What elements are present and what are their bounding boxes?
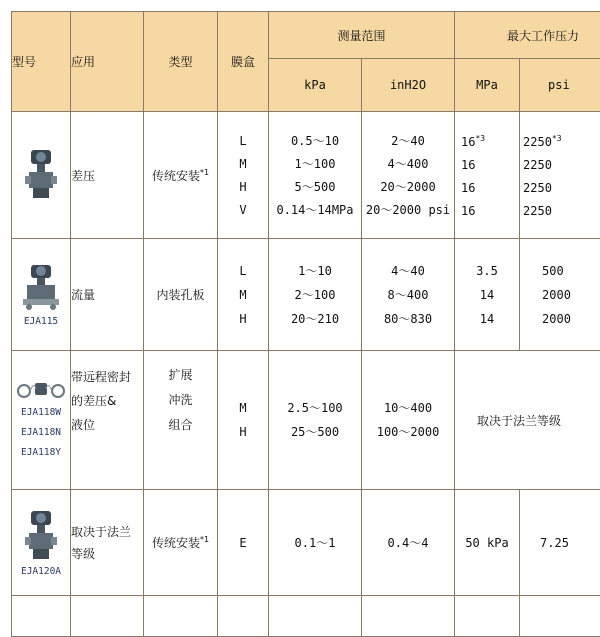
mpa-cell xyxy=(455,239,520,351)
type-cell: 内装孔板 xyxy=(144,239,218,351)
table-row xyxy=(12,112,600,239)
header-inh2o: inH2O xyxy=(362,59,455,112)
table-row xyxy=(12,490,600,596)
application-line: 液位 xyxy=(71,413,143,437)
capsule-value: M xyxy=(218,157,268,171)
capsule-value: H xyxy=(218,312,268,326)
kpa-value: 0.5～10 xyxy=(269,134,361,148)
application-line: 的差压& xyxy=(71,389,143,413)
inh2o-value: 8～400 xyxy=(362,288,454,302)
header-kpa: kPa xyxy=(269,59,362,112)
kpa-cell: 0.1～1 xyxy=(269,490,362,596)
model-label: EJA115 xyxy=(12,316,70,327)
header-model: 型号 xyxy=(12,12,71,112)
kpa-value: 2～100 xyxy=(269,288,361,302)
psi-note: *3 xyxy=(552,134,562,143)
psi-cell: 7.25 xyxy=(520,490,600,596)
application-cell: 流量 xyxy=(71,239,144,351)
application-cell: 差压 xyxy=(71,112,144,239)
header-type: 类型 xyxy=(144,12,218,112)
model-label: EJA118Y xyxy=(12,444,70,462)
mpa-value: 14 xyxy=(455,312,519,326)
inh2o-value: 4～40 xyxy=(362,264,454,278)
psi-value: 2250 xyxy=(523,181,600,195)
type-note: *1 xyxy=(200,535,209,544)
model-cell xyxy=(12,351,71,490)
empty-cell xyxy=(455,596,520,637)
type-line: 冲洗 xyxy=(144,388,217,413)
empty-cell xyxy=(71,596,144,637)
type-label: 传统安装 xyxy=(152,169,200,183)
mpa-note: *3 xyxy=(475,134,485,143)
transmitter-image xyxy=(21,263,61,311)
transmitter-image xyxy=(23,509,59,561)
capsule-value: M xyxy=(218,401,268,415)
type-label: 传统安装 xyxy=(152,536,200,550)
psi-number: 2250 xyxy=(523,135,552,149)
capsule-cell xyxy=(218,239,269,351)
empty-cell xyxy=(144,596,218,637)
kpa-value: 1～100 xyxy=(269,157,361,171)
kpa-value: 1～10 xyxy=(269,264,361,278)
inh2o-value: 20～2000 xyxy=(362,180,454,194)
type-line: 组合 xyxy=(144,413,217,438)
mpa-cell xyxy=(455,112,520,239)
application-cell xyxy=(71,351,144,490)
empty-cell xyxy=(362,596,455,637)
header-capsule: 膜盒 xyxy=(218,12,269,112)
max-pressure-merged-cell: 取决于法兰等级 xyxy=(455,351,600,490)
inh2o-cell: 0.4～4 xyxy=(362,490,455,596)
psi-value: 2250 xyxy=(523,204,600,218)
inh2o-value: 2～40 xyxy=(362,134,454,148)
type-line: 扩展 xyxy=(144,363,217,388)
table-row xyxy=(12,351,600,490)
capsule-cell xyxy=(218,112,269,239)
empty-cell xyxy=(520,596,600,637)
application-cell xyxy=(71,490,144,596)
kpa-value: 20～210 xyxy=(269,312,361,326)
mpa-cell: 50 kPa xyxy=(455,490,520,596)
capsule-value: H xyxy=(218,425,268,439)
kpa-value: 5～500 xyxy=(269,180,361,194)
inh2o-value: 4～400 xyxy=(362,157,454,171)
inh2o-value: 20～2000 psi xyxy=(362,203,454,217)
type-cell xyxy=(144,490,218,596)
application-line: 等级 xyxy=(71,543,143,565)
mpa-number: 16 xyxy=(461,135,475,149)
header-max-pressure: 最大工作压力 xyxy=(455,12,600,59)
inh2o-value: 80～830 xyxy=(362,312,454,326)
inh2o-value: 10～400 xyxy=(362,401,454,415)
psi-value xyxy=(523,132,600,149)
header-range: 测量范围 xyxy=(269,12,455,59)
spec-table xyxy=(11,11,600,637)
application-line: 带远程密封 xyxy=(71,365,143,389)
transmitter-image xyxy=(23,148,59,200)
model-label: EJA118N xyxy=(12,424,70,442)
capsule-value: M xyxy=(218,288,268,302)
model-cell xyxy=(12,239,71,351)
inh2o-cell xyxy=(362,112,455,239)
psi-cell xyxy=(520,239,600,351)
inh2o-value: 100～2000 xyxy=(362,425,454,439)
header-mpa: MPa xyxy=(455,59,520,112)
kpa-value: 25～500 xyxy=(269,425,361,439)
capsule-value: L xyxy=(218,264,268,278)
type-cell xyxy=(144,351,218,490)
type-note: *1 xyxy=(200,168,209,177)
capsule-value: V xyxy=(218,203,268,217)
psi-cell xyxy=(520,112,600,239)
psi-value: 2250 xyxy=(523,158,600,172)
kpa-cell xyxy=(269,112,362,239)
header-psi: psi xyxy=(520,59,600,112)
mpa-value xyxy=(461,132,519,149)
kpa-cell xyxy=(269,351,362,490)
table-row xyxy=(12,239,600,351)
model-cell xyxy=(12,112,71,239)
kpa-value: 0.14～14MPa xyxy=(269,203,361,217)
psi-value: 500 xyxy=(542,264,600,278)
header-application: 应用 xyxy=(71,12,144,112)
mpa-value: 16 xyxy=(461,204,519,218)
model-label: EJA118W xyxy=(12,404,70,422)
capsule-value: H xyxy=(218,180,268,194)
capsule-cell xyxy=(218,351,269,490)
psi-value: 2000 xyxy=(542,288,600,302)
remote-seal-image xyxy=(14,379,68,399)
empty-cell xyxy=(218,596,269,637)
model-cell xyxy=(12,490,71,596)
empty-cell xyxy=(269,596,362,637)
mpa-value: 16 xyxy=(461,181,519,195)
mpa-value: 14 xyxy=(455,288,519,302)
table-row xyxy=(12,596,600,637)
empty-cell xyxy=(12,596,71,637)
mpa-value: 3.5 xyxy=(455,264,519,278)
model-label: EJA120A xyxy=(12,566,70,577)
inh2o-cell xyxy=(362,351,455,490)
application-line: 取决于法兰 xyxy=(71,521,143,543)
header-row-1 xyxy=(12,12,600,59)
inh2o-cell xyxy=(362,239,455,351)
kpa-value: 2.5～100 xyxy=(269,401,361,415)
mpa-value: 16 xyxy=(461,158,519,172)
kpa-cell xyxy=(269,239,362,351)
capsule-value: L xyxy=(218,134,268,148)
type-cell xyxy=(144,112,218,239)
psi-value: 2000 xyxy=(542,312,600,326)
capsule-cell: E xyxy=(218,490,269,596)
model-label-list xyxy=(12,404,70,462)
